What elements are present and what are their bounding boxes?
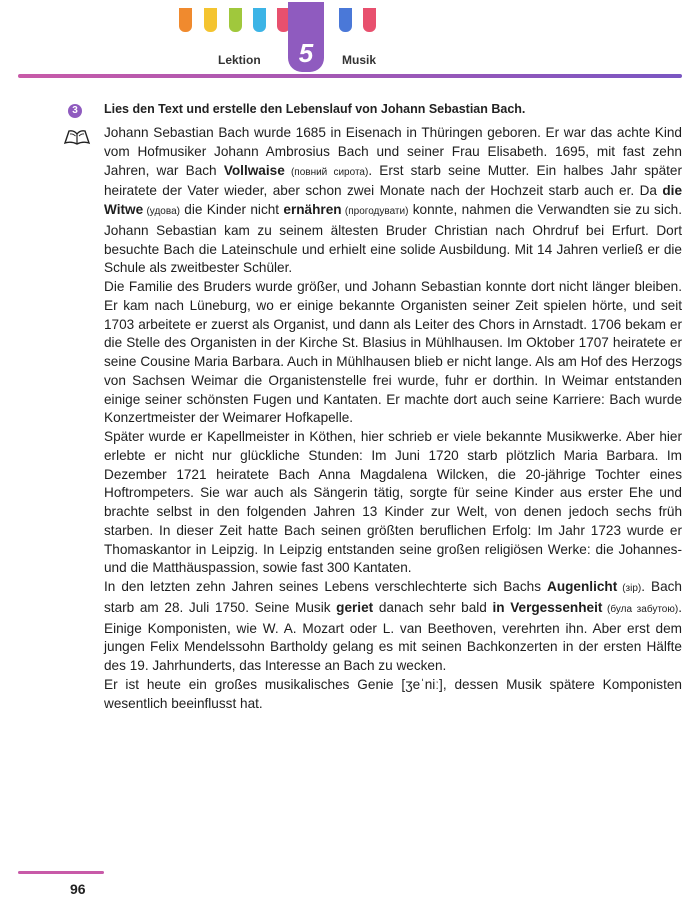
text-run: konnte, nahmen die Verwandten sie zu sich. Johann Sebastian kam zu seinem ältesten Bruder Christian nach Ohrdruf bei Erfurt. Dort besuchte Bach die Lateinschule und erhielt eine solide Ausbildung. Mit 14 Jahren verließ er die Schule als zweitbester Schüler. (104, 202, 683, 276)
text-run: . Bach starb am 28. Juli 1750. Seine Musik (104, 579, 682, 615)
translation-gloss: (зір) (617, 583, 642, 594)
task-number-badge: 3 (68, 104, 82, 118)
color-tab (253, 8, 266, 32)
text-run: danach sehr bald (373, 599, 493, 615)
text-run: In den letzten zehn Jahren seines Lebens verschlechterte sich Bachs (104, 579, 547, 594)
topic-label: Musik (342, 53, 377, 67)
paragraph (104, 124, 682, 278)
lesson-number: 5 (298, 38, 314, 68)
paragraph: Die Familie des Bruders wurde größer, und Johann Sebastian konnte dort nicht länger bleiben. Er kam nach Lüneburg, wo er einige bekannte Organisten seiner Zeit spielen hörte, und seit 1703 arbeitete er zuerst als Organist, und dann als Leiter des Chors in Arnstadt. 1706 bekam er die Stelle des Organisten in der Kirche St. Blasius in Mühlhausen. Im Oktober 1707 heiratete er seine Cousine Maria Barbara. Auch in Mühlhausen blieb er nicht lange. Als am Hof des Herzogs von Sachsen Weimar die Organistenstelle frei wurde, fuhr er dorthin. In Weimar entstanden einige seiner schönsten Fugen und Kantaten. Er machte dort auch seine Karriere: Bach wurde Konzertmeister der Weimarer Hofkapelle. (104, 279, 682, 426)
bold-term: geriet (336, 599, 374, 615)
lektion-label: Lektion (218, 53, 261, 67)
bold-term: ernähren (283, 202, 342, 217)
translation-gloss: (повний сирота) (284, 166, 369, 178)
paragraph: Er ist heute ein großes musikalisches Genie [ʒeˈniː], dessen Musik spätere Komponisten wesentlich beeinflusst hat. (104, 676, 682, 711)
text-run: . Einige Komponisten, wie W. A. Mozart oder L. van Beethoven, verehrten ihn. Aber erst dem jungen Felix Mendelssohn Bartholdy gelang es mit seinen Bachkonzerten in der ersten Hälfte des 19. Jahrhunderts, das Interesse an Bach zu wecken. (104, 599, 682, 673)
text-run: . Erst starb seine Mutter. Ein halbes Jahr später heiratete der Vater wieder, aber schon zwei Monate nach der Hochzeit starb auch er. Da (104, 162, 683, 199)
color-tab (363, 8, 376, 32)
color-tab (229, 8, 242, 32)
bold-term: die Witwe (104, 183, 682, 217)
text-run: Johann Sebastian Bach wurde 1685 in Eisenach in Thüringen geboren. Er war das achte Kind vom Hofmusiker Johann Ambrosius Bach und seiner Frau Elisabeth. 1695, mit fast zehn Jahren, war Bach (104, 125, 682, 178)
color-tab (204, 8, 217, 32)
footer-rule (18, 871, 104, 874)
open-book-icon (63, 128, 91, 146)
bold-term: in Vergessenheit (492, 599, 603, 615)
header-rule (18, 74, 682, 78)
task-instruction: Lies den Text und erstelle den Lebenslauf von Johann Sebastian Bach. (104, 102, 526, 116)
color-tab (339, 8, 352, 32)
paragraph (104, 578, 682, 676)
bold-term: Vollwaise (223, 162, 285, 178)
translation-gloss: (прогодувати) (341, 206, 409, 217)
translation-gloss: (була забутою) (602, 603, 679, 615)
color-tabs (179, 8, 379, 38)
paragraph: Später wurde er Kapellmeister in Köthen, hier schrieb er viele bekannte Musikwerke. Aber hier erlebte er nicht nur glückliche Stunden: Im Juni 1720 starb plötzlich Maria Barbara. Im Dezember 1721 heiratete Bach Anna Magdalena Wilcken, die 20-jährige Tochter eines Hoftrompeters. Sie war auch als Sängerin tätig, sorgte für seine Kinder aus erster Ehe und brachte selbst in den folgenden Jahren 13 Kinder zur Welt, von denen jedoch sechs früh starben. In dieser Zeit hatte Bach seinen größten beruflichen Erfolg: Im Jahr 1723 wurde er Thomaskantor in Leipzig. In Leipzig entstanden seine großen religiösen Werke: die Johannes- und die Matthäuspassion, sowie fast 300 Kantaten. (104, 429, 682, 576)
text-run: die Kinder nicht (179, 202, 284, 217)
bold-term: Augenlicht (547, 579, 618, 594)
reading-text (104, 124, 682, 713)
lesson-badge (288, 2, 324, 72)
page-number: 96 (70, 881, 86, 897)
color-tab (179, 8, 192, 32)
translation-gloss: (удова) (143, 206, 180, 217)
